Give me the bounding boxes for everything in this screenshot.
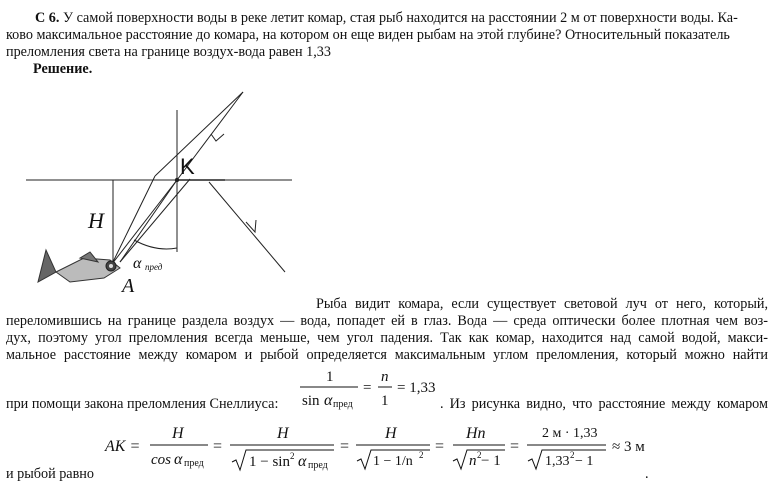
problem-line-2: ково максимальное расстояние до комара, на котором он еще виден рыбам на этой глубине? Относительный показатель [6, 27, 730, 43]
f1-eq: = [363, 380, 372, 396]
f2-f1-num: H [172, 425, 184, 442]
svg-text:=: = [435, 438, 445, 455]
f2-f2-den-alpha: α [298, 453, 307, 470]
f1-den-sin: sin [302, 393, 320, 409]
arrowhead-upper [211, 134, 224, 141]
f1-result: = 1,33 [397, 380, 436, 396]
f2-f2-num: H [277, 425, 289, 442]
refracted-ray-2 [112, 176, 155, 264]
f2-lhs: AK = [105, 438, 141, 455]
svg-text:=: = [340, 438, 350, 455]
f2-f2-den-sup: 2 [290, 451, 295, 461]
angle-arc [134, 240, 177, 249]
f2-f3-num: H [385, 425, 397, 442]
f2-f1-den-alpha: α [174, 451, 183, 468]
incident-ray-2 [155, 92, 243, 176]
refracted-ray-4 [120, 179, 190, 262]
body-line-1: Рыба видит комара, если существует световой луч от него, который, [316, 296, 768, 312]
f2-f2-den-sub: пред [308, 460, 328, 471]
arrowhead-lower [246, 220, 256, 232]
body-line-3: дух, поэтому угол преломления всегда меньше, чем угол падения. Так как комар, находится над самой водой, макси- [6, 330, 768, 346]
f2-approx: ≈ 3 м [612, 439, 645, 455]
f2-f4-num: Hn [466, 425, 486, 442]
body-line-5a: при помощи закона преломления Снеллиуса: [6, 396, 279, 412]
f2-f1-den-cos: cos [151, 452, 171, 468]
label-k: K [180, 154, 195, 179]
svg-text:=: = [213, 438, 223, 455]
body-line-5b: . Из рисунка видно, что расстояние между комаром [440, 396, 768, 412]
label-alpha: α [133, 255, 142, 272]
f2-f3-den-sup: 2 [419, 450, 424, 460]
incident-ray-lower [209, 182, 285, 272]
f1-den-sub: пред [333, 399, 353, 410]
body-line-4: мальное расстояние между комаром и рыбой определяется максимальным углом преломления, который можно найти [6, 347, 768, 363]
body-line-2: переломившись на границе раздела воздух — вода, попадет ей в глаз. Вода — среда оптически более плотная чем воз- [6, 313, 768, 329]
body-end-dot: . [645, 466, 649, 482]
f1-den-alpha: α [324, 392, 333, 409]
fish-icon [38, 250, 120, 282]
body-line-6: и рыбой равно [6, 466, 94, 482]
f2-f3-den: 1 − 1/n [373, 454, 413, 469]
f2-f4-den-rest: − 1 [481, 453, 501, 469]
label-a: A [122, 275, 135, 297]
refracted-ray-1 [112, 180, 177, 264]
svg-text:=: = [510, 438, 520, 455]
solution-heading-text: Решение. [33, 61, 93, 77]
point-k [175, 178, 179, 182]
problem-label: С 6. [35, 10, 60, 26]
label-h: H [88, 208, 104, 233]
f2-f4-den: n [469, 453, 477, 469]
f2-f5-num: 2 м · 1,33 [542, 426, 598, 441]
f2-f5-den: 1,33 [545, 454, 570, 469]
f2-f1-den-sub: пред [184, 458, 204, 469]
f2-f4-den-sup: 2 [477, 450, 482, 460]
problem-line-3: преломления света на границе воздух-вода равен 1,33 [6, 44, 331, 60]
f1-num1: 1 [326, 369, 334, 385]
f2-f2-den: 1 − sin [249, 454, 290, 470]
f2-f5-den-rest: − 1 [575, 454, 594, 469]
f1-den2: 1 [381, 393, 389, 409]
problem-text-1: У самой поверхности воды в реке летит комар, стая рыб находится на расстоянии 2 м от поверхности воды. Ка- [62, 10, 738, 26]
label-alpha-sub: пред [145, 262, 163, 272]
f2-f5-den-sup: 2 [570, 450, 575, 460]
f1-num2: n [381, 369, 389, 385]
refracted-ray-3 [120, 180, 177, 262]
